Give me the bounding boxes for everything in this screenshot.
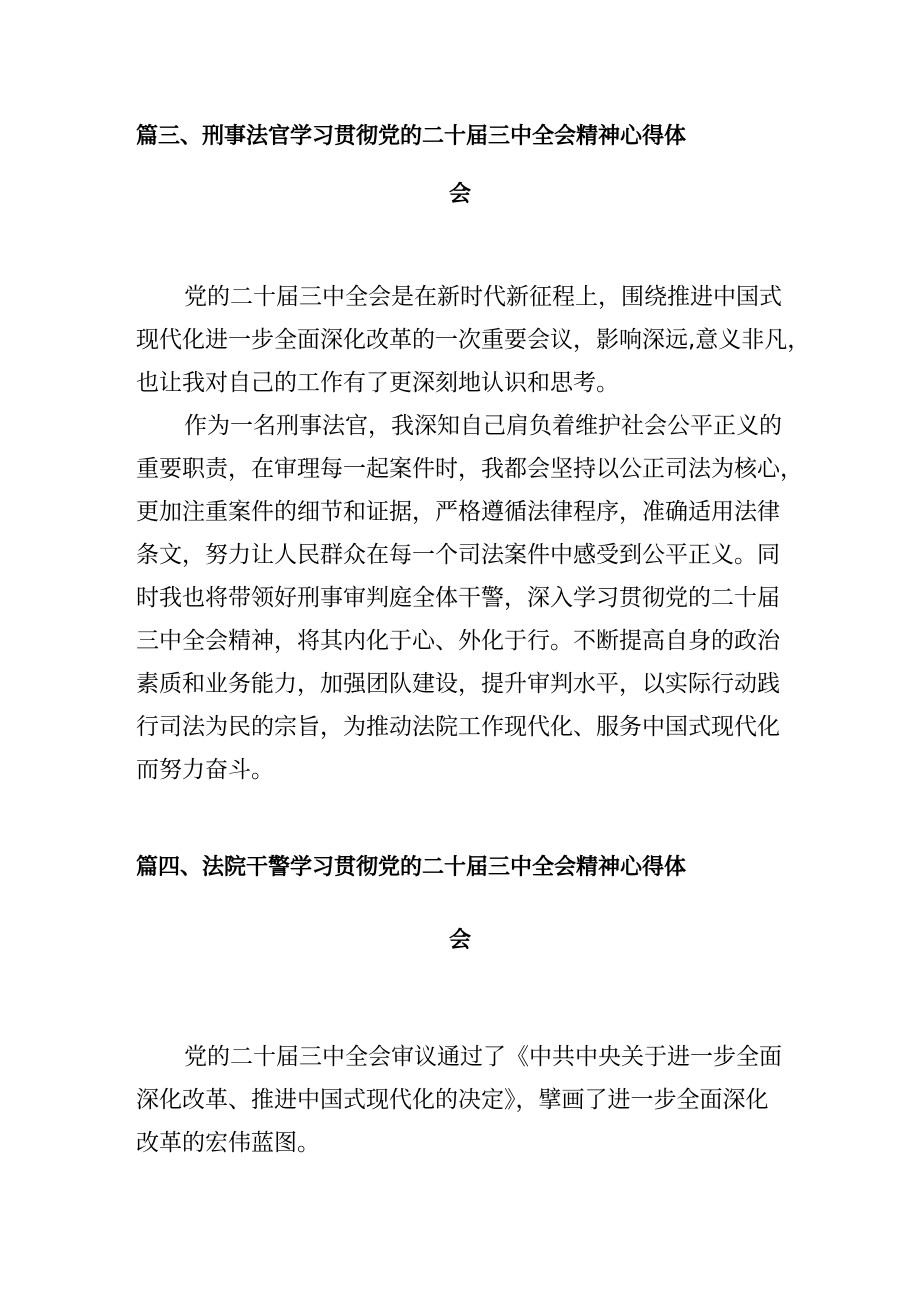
paragraph-line: 时我也将带领好刑事审判庭全体干警，深入学习贯彻党的二十届 <box>136 585 780 611</box>
paragraph-line: 三中全会精神，将其内化于心、外化于行。不断提高自身的政治 <box>136 628 780 654</box>
paragraph-line: 重要职责，在审理每一起案件时，我都会坚持以公正司法为核心， <box>136 456 803 482</box>
section4-paragraph-1 <box>136 1036 784 1165</box>
paragraph-line: 作为一名刑事法官，我深知自己肩负着维护社会公平正义的 <box>184 413 782 439</box>
paragraph-line: 党的二十届三中全会是在新时代新征程上，围绕推进中国式 <box>184 284 782 310</box>
paragraph-line: 素质和业务能力，加强团队建设，提升审判水平，以实际行动践 <box>136 671 780 697</box>
section3-title: 篇三、刑事法官学习贯彻党的二十届三中全会精神心得体 <box>136 124 687 149</box>
paragraph-line: 党的二十届三中全会审议通过了《中共中央关于进一步全面 <box>184 1044 782 1070</box>
paragraph-line: 而努力奋斗。 <box>136 757 274 783</box>
paragraph-line: 深化改革、推进中国式现代化的决定》，擘画了进一步全面深化 <box>136 1087 769 1113</box>
section3-paragraph-2 <box>136 405 803 792</box>
section4-title: 篇四、法院干警学习贯彻党的二十届三中全会精神心得体 <box>136 855 687 880</box>
paragraph-line: 也让我对自己的工作有了更深刻地认识和思考。 <box>136 370 619 396</box>
section4-title-continued: 会 <box>448 928 471 953</box>
paragraph-line: 更加注重案件的细节和证据，严格遵循法律程序，准确适用法律 <box>136 499 780 525</box>
paragraph-line: 现代化进一步全面深化改革的一次重要会议，影响深远,意义非凡， <box>136 327 811 353</box>
paragraph-line: 行司法为民的宗旨，为推动法院工作现代化、服务中国式现代化 <box>136 714 780 740</box>
section3-paragraph-1 <box>136 276 811 405</box>
section3-title-continued: 会 <box>448 182 471 207</box>
paragraph-line: 条文，努力让人民群众在每一个司法案件中感受到公平正义。同 <box>136 542 780 568</box>
paragraph-line: 改革的宏伟蓝图。 <box>136 1130 320 1156</box>
